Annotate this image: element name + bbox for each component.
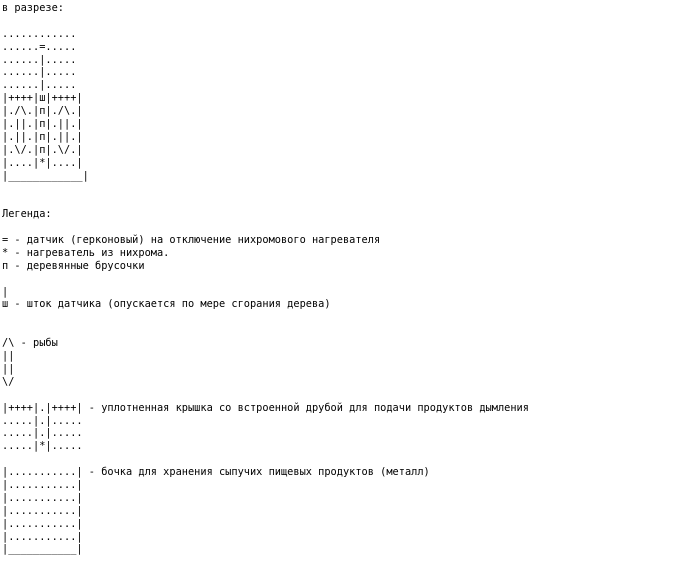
legend-item: .....|.|.....: [2, 414, 83, 427]
text-line: в разрезе:: [2, 2, 64, 14]
diagram-line: |....|*|....|: [2, 156, 83, 169]
legend-item: |...........|: [2, 530, 83, 543]
diagram-line: |.||.|п|.||.|: [2, 118, 83, 131]
text-line: [2, 324, 686, 337]
diagram-line: |____________|: [2, 169, 89, 182]
legend-item: = - датчик (герконовый) на отключение нихромового нагревателя: [2, 234, 381, 247]
diagram-line: |.\/.|п|.\/.|: [2, 143, 83, 156]
text-line: [2, 195, 686, 208]
document: [2, 2, 686, 586]
text-line: [2, 15, 686, 28]
legend-item: |...........|: [2, 491, 83, 504]
text-line: [2, 221, 686, 234]
legend-item: /\ - рыбы: [2, 337, 58, 350]
text-line: [2, 182, 686, 195]
text-line: [2, 311, 686, 324]
text-line: [2, 273, 686, 286]
legend-item: |...........|: [2, 478, 83, 491]
legend-item: |: [2, 285, 9, 298]
text-line: [2, 453, 686, 466]
legend-item: |++++|.|++++| - уплотненная крышка со встроенной друбой для подачи продуктов дымления: [2, 401, 529, 414]
legend-heading: Легенда:: [2, 208, 52, 221]
diagram-line: ......|.....: [2, 66, 77, 79]
legend-item: ||: [2, 362, 15, 375]
legend-item: |...........| - бочка для хранения сыпучих пищевых продуктов (металл): [2, 466, 430, 479]
legend-item: * - нагреватель из нихрома.: [2, 246, 170, 259]
legend-item: |...........|: [2, 504, 83, 517]
legend-item: .....|*|.....: [2, 440, 83, 453]
diagram-line: ............: [2, 27, 77, 40]
text-line: [2, 389, 686, 402]
legend-item: |...........|: [2, 517, 83, 530]
legend-item: п - деревянные брусочки: [2, 259, 145, 272]
legend-item: \/: [2, 375, 15, 388]
diagram-line: ......|.....: [2, 79, 77, 92]
diagram-line: ......|.....: [2, 53, 77, 66]
diagram-line: ......=.....: [2, 40, 77, 53]
diagram-line: |++++|ш|++++|: [2, 92, 83, 105]
legend-item: |___________|: [2, 543, 83, 556]
legend-item: ||: [2, 350, 15, 363]
legend-item: .....|.|.....: [2, 427, 83, 440]
legend-item: ш - шток датчика (опускается по мере сгорания дерева): [2, 298, 331, 311]
diagram-line: |./\.|п|./\.|: [2, 105, 83, 118]
diagram-line: |.||.|п|.||.|: [2, 130, 83, 143]
